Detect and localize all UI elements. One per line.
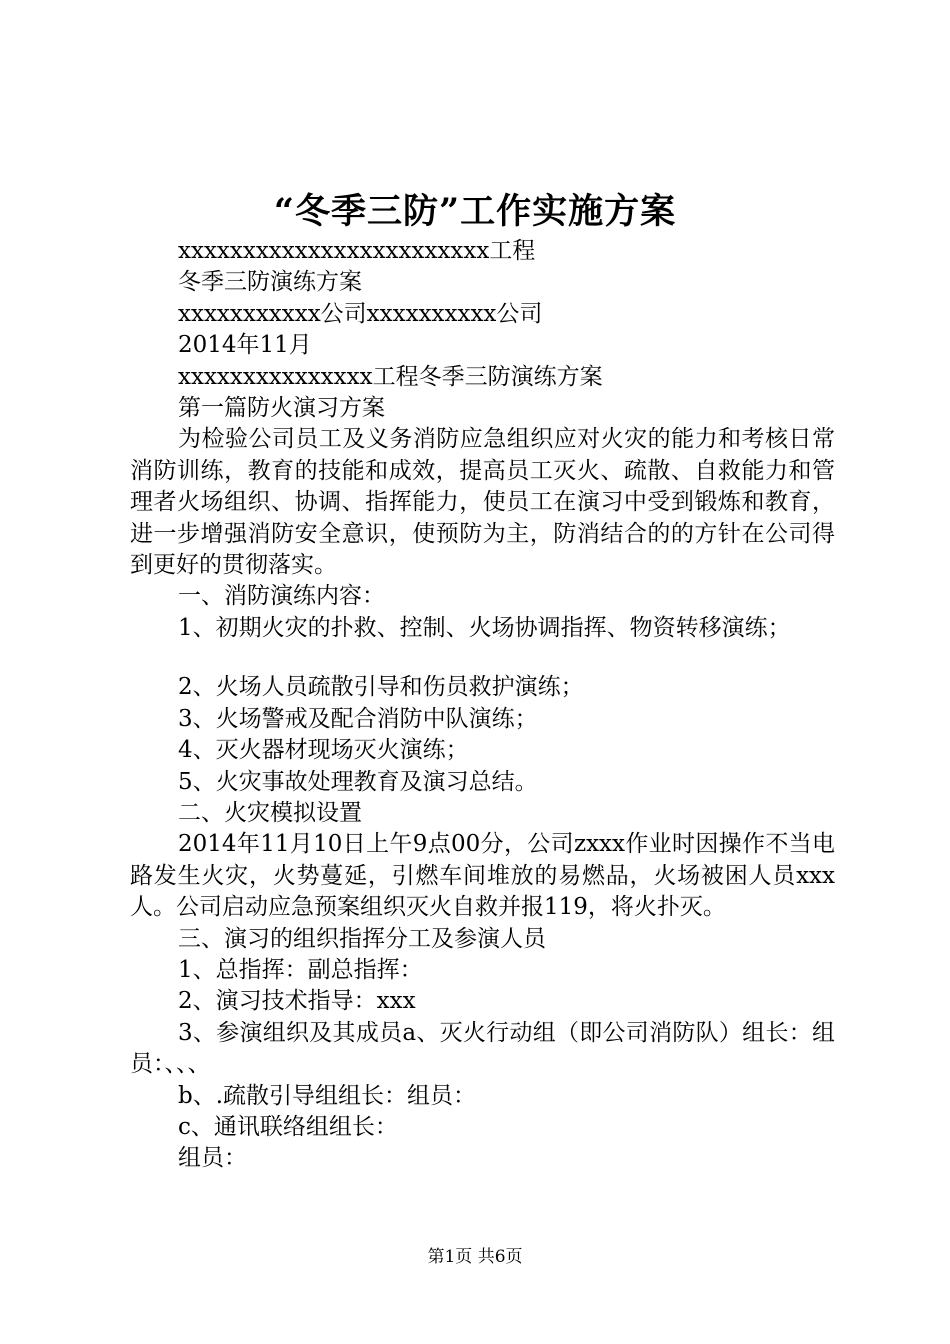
plan-subtitle: 冬季三防演练方案 bbox=[178, 269, 362, 296]
document-body bbox=[130, 236, 835, 1175]
section-heading: 二、火灾模拟设置 bbox=[178, 799, 362, 826]
blank-line bbox=[130, 644, 835, 672]
list-item: 组员： bbox=[178, 1145, 247, 1172]
chapter-heading: 第一篇防火演习方案 bbox=[178, 395, 385, 422]
section-heading: 三、演习的组织指挥分工及参演人员 bbox=[178, 925, 546, 952]
list-item: 2、火场人员疏散引导和伤员救护演练； bbox=[178, 674, 584, 701]
date-line: 2014年11月 bbox=[178, 332, 312, 359]
list-item: 3、火场警戒及配合消防中队演练； bbox=[178, 705, 538, 732]
page-footer: 第1页 共6页 bbox=[427, 1247, 523, 1267]
company-line: xxxxxxxxxxx公司xxxxxxxxxx公司 bbox=[178, 300, 543, 327]
list-item: b、.疏散引导组组长：组员： bbox=[178, 1082, 477, 1109]
document-title: “冬季三防”工作实施方案 bbox=[273, 191, 677, 232]
plan-title-line: xxxxxxxxxxxxxxx工程冬季三防演练方案 bbox=[178, 363, 603, 390]
list-item: c、通讯联络组组长： bbox=[178, 1113, 398, 1140]
scenario-paragraph: 2014年11月10日上午9点00分，公司zxxx作业时因操作不当电路发生火灾，火势蔓延，引燃车间堆放的易燃品，火场被困人员xxx人。公司启动应急预案组织灭火自救并报119，将火扑灭。 bbox=[130, 831, 835, 921]
list-item: 3、参演组织及其成员a、灭火行动组（即公司消防队）组长：组员：、、、 bbox=[130, 1019, 835, 1078]
project-line: xxxxxxxxxxxxxxxxxxxxxxxx工程 bbox=[178, 238, 536, 264]
list-item: 4、灭火器材现场灭火演练； bbox=[178, 737, 469, 764]
list-item: 1、总指挥：副总指挥： bbox=[178, 956, 423, 983]
section-heading: 一、消防演练内容： bbox=[178, 583, 385, 610]
list-item: 1、初期火灾的扑救、控制、火场协调指挥、物资转移演练； bbox=[178, 614, 791, 641]
list-item: 2、演习技术指导：xxx bbox=[178, 988, 416, 1015]
intro-paragraph: 为检验公司员工及义务消防应急组织应对火灾的能力和考核日常消防训练，教育的技能和成效，提高员工灭火、疏散、自救能力和管理者火场组织、协调、指挥能力，使员工在演习中受到锻炼和教育，进一步增强消防安全意识，使预防为主，防消结合的的方针在公司得到更好的贯彻落实。 bbox=[130, 426, 835, 579]
list-item: 5、火灾事故处理教育及演习总结。 bbox=[178, 768, 538, 795]
